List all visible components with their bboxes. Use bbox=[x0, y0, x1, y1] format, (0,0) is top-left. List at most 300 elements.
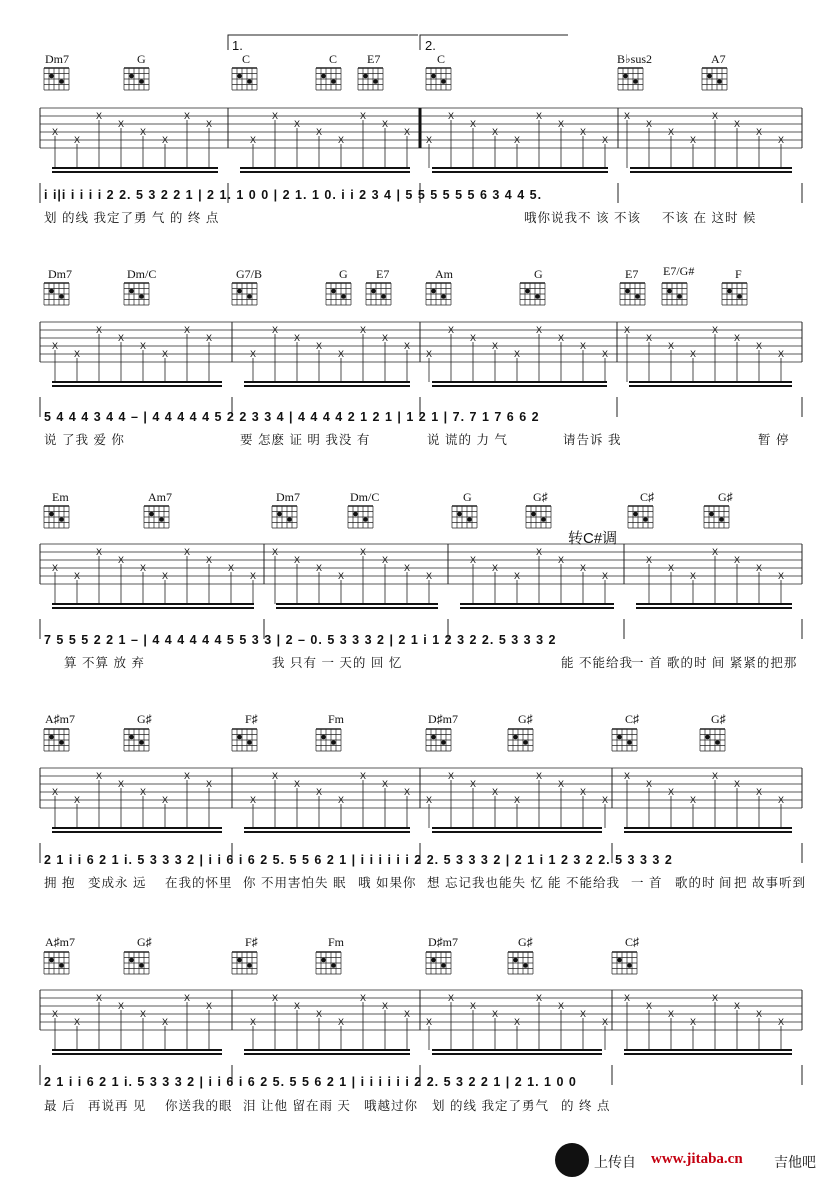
chord-diagram-dot bbox=[431, 735, 436, 740]
tab-note: X bbox=[404, 1009, 411, 1019]
chord-diagram-dot bbox=[633, 79, 638, 84]
tab-note: X bbox=[756, 127, 763, 137]
tab-note: X bbox=[52, 563, 59, 573]
tab-note: X bbox=[360, 771, 367, 781]
chord-name: G♯ bbox=[518, 935, 533, 949]
tab-note: X bbox=[756, 563, 763, 573]
tab-note: X bbox=[316, 563, 323, 573]
chord-name: E7 bbox=[625, 267, 639, 281]
chord-diagram-dot bbox=[513, 735, 518, 740]
tab-note: X bbox=[96, 771, 103, 781]
tab-note: X bbox=[184, 547, 191, 557]
tab-note: X bbox=[250, 795, 257, 805]
tab-note: X bbox=[426, 795, 433, 805]
jianpu-line: 5 4 4 4 3 4 4 – | 4 4 4 4 4 5 2 2 3 3 4 | 4 4 4 4 2 1 2 1 | 1 2 1 | 7. 7 1 7 6 6 2 bbox=[44, 410, 540, 424]
chord-diagram-dot bbox=[139, 79, 144, 84]
tab-note: X bbox=[206, 555, 213, 565]
tab-note: X bbox=[558, 119, 565, 129]
chord-name: D♯m7 bbox=[428, 935, 458, 949]
tab-note: X bbox=[536, 993, 543, 1003]
tab-note: X bbox=[360, 111, 367, 121]
tab-note: X bbox=[74, 571, 81, 581]
tab-note: X bbox=[52, 127, 59, 137]
chord-name: A♯m7 bbox=[45, 935, 75, 949]
chord-diagram-dot bbox=[247, 740, 252, 745]
tab-note: X bbox=[404, 563, 411, 573]
chord-diagram-dot bbox=[139, 963, 144, 968]
chord-diagram-dot bbox=[49, 289, 54, 294]
chord-diagram-dot bbox=[247, 294, 252, 299]
chord-diagram-dot bbox=[531, 512, 536, 517]
chord-name: F bbox=[735, 267, 742, 281]
tab-note: X bbox=[52, 787, 59, 797]
tab-note: X bbox=[96, 547, 103, 557]
chord-diagram-dot bbox=[341, 294, 346, 299]
chord-name: Dm7 bbox=[276, 490, 300, 504]
chord-diagram-dot bbox=[523, 740, 528, 745]
chord-diagram-dot bbox=[277, 512, 282, 517]
chord-diagram-dot bbox=[49, 958, 54, 963]
chord-diagram-dot bbox=[49, 74, 54, 79]
chord-name: C bbox=[437, 52, 446, 66]
chord-diagram-dot bbox=[321, 74, 326, 79]
chord-name: G bbox=[339, 267, 348, 281]
chord-diagram-dot bbox=[633, 512, 638, 517]
tab-note: X bbox=[426, 1017, 433, 1027]
tab-note: X bbox=[690, 135, 697, 145]
tab-note: X bbox=[690, 571, 697, 581]
chord-diagram-dot bbox=[677, 294, 682, 299]
tab-note: X bbox=[118, 779, 125, 789]
chord-diagram-dot bbox=[635, 294, 640, 299]
tab-note: X bbox=[272, 325, 279, 335]
tab-note: X bbox=[646, 119, 653, 129]
tab-note: X bbox=[734, 1001, 741, 1011]
tab-note: X bbox=[206, 1001, 213, 1011]
tab-note: X bbox=[536, 325, 543, 335]
lyric-line: 不该 在 这时 候 bbox=[662, 211, 757, 225]
chord-diagram-dot bbox=[237, 958, 242, 963]
lyric-line: 哦越过你 bbox=[364, 1099, 419, 1113]
chord-diagram-dot bbox=[431, 958, 436, 963]
lyric-line: 间 bbox=[719, 876, 733, 890]
jianpu-line: 7 5 5 5 2 2 1 – | 4 4 4 4 4 4 5 5 3 3 | 2 – 0. 5 3 3 3 2 | 2 1 i 1 2 3 2 2. 5 3 3 3 2 bbox=[44, 633, 557, 647]
tab-note: X bbox=[360, 993, 367, 1003]
tab-note: X bbox=[734, 555, 741, 565]
tab-note: X bbox=[580, 127, 587, 137]
tab-note: X bbox=[448, 771, 455, 781]
tab-note: X bbox=[580, 563, 587, 573]
chord-diagram-dot bbox=[129, 74, 134, 79]
chord-diagram-dot bbox=[441, 963, 446, 968]
guitar-logo-icon bbox=[555, 1143, 589, 1177]
chord-diagram-dot bbox=[627, 740, 632, 745]
tab-note: X bbox=[52, 1009, 59, 1019]
key-change-annotation: 转C#调 bbox=[568, 530, 618, 547]
tab-note: X bbox=[162, 1017, 169, 1027]
tab-note: X bbox=[294, 333, 301, 343]
tab-note: X bbox=[382, 333, 389, 343]
tab-note: X bbox=[228, 563, 235, 573]
tab-note: X bbox=[426, 135, 433, 145]
tab-note: X bbox=[558, 555, 565, 565]
volta-bracket bbox=[420, 35, 568, 50]
chord-diagram-dot bbox=[617, 735, 622, 740]
lyric-line: 泪 让他 留在雨 天 bbox=[243, 1099, 351, 1113]
tab-note: X bbox=[580, 787, 587, 797]
tab-note: X bbox=[250, 349, 257, 359]
tab-note: X bbox=[536, 111, 543, 121]
chord-name: Am bbox=[435, 267, 453, 281]
tab-note: X bbox=[558, 1001, 565, 1011]
chord-diagram-dot bbox=[667, 289, 672, 294]
chord-name: Em bbox=[52, 490, 69, 504]
tab-note: X bbox=[668, 563, 675, 573]
lyric-line: 一 首 bbox=[631, 876, 663, 890]
volta-2-label: 2. bbox=[425, 38, 436, 53]
chord-name: C♯ bbox=[625, 712, 640, 726]
tab-note: X bbox=[118, 119, 125, 129]
tab-note: X bbox=[470, 779, 477, 789]
tab-note: X bbox=[470, 119, 477, 129]
chord-diagram-dot bbox=[331, 963, 336, 968]
chord-name: G♯ bbox=[718, 490, 733, 504]
chord-diagram-dot bbox=[643, 517, 648, 522]
tab-note: X bbox=[558, 333, 565, 343]
tab-note: X bbox=[294, 1001, 301, 1011]
lyric-line: 说 了我 爱 你 bbox=[44, 433, 125, 447]
chord-name: A7 bbox=[711, 52, 726, 66]
chord-diagram-dot bbox=[373, 79, 378, 84]
tab-note: X bbox=[778, 135, 785, 145]
chord-diagram-dot bbox=[363, 74, 368, 79]
chord-diagram-dot bbox=[159, 517, 164, 522]
tab-note: X bbox=[360, 547, 367, 557]
lyric-line: 的 终 点 bbox=[561, 1099, 611, 1113]
tab-note: X bbox=[514, 135, 521, 145]
chord-diagram-dot bbox=[149, 512, 154, 517]
tab-note: X bbox=[404, 127, 411, 137]
lyric-line: 哦 如果你 bbox=[358, 876, 417, 890]
tab-note: X bbox=[118, 555, 125, 565]
footer-site-link[interactable]: www.jitaba.cn bbox=[651, 1151, 743, 1167]
tab-note: X bbox=[426, 571, 433, 581]
tab-note: X bbox=[514, 349, 521, 359]
tab-note: X bbox=[712, 547, 719, 557]
lyric-line: 要 怎麽 证 明 我没 有 bbox=[240, 433, 371, 447]
chord-name: C♯ bbox=[625, 935, 640, 949]
chord-diagram-dot bbox=[237, 289, 242, 294]
tab-note: X bbox=[712, 111, 719, 121]
lyric-line: 把 故事听到 bbox=[734, 876, 806, 890]
chord-diagram-dot bbox=[129, 958, 134, 963]
lyric-line: 算 不算 放 弃 bbox=[64, 656, 145, 670]
tab-note: X bbox=[580, 341, 587, 351]
chord-diagram-dot bbox=[59, 517, 64, 522]
chord-diagram-dot bbox=[59, 740, 64, 745]
lyric-line: 暂 停 bbox=[758, 433, 790, 447]
tab-note: X bbox=[316, 127, 323, 137]
tab-note: X bbox=[118, 1001, 125, 1011]
lyric-line: 在我的怀里 bbox=[165, 876, 233, 890]
tab-note: X bbox=[536, 547, 543, 557]
lyric-line: 哦你说我不 该 不该 bbox=[524, 211, 641, 225]
tab-note: X bbox=[316, 787, 323, 797]
lyric-line: 你送我的眼 bbox=[165, 1099, 233, 1113]
tab-note: X bbox=[96, 325, 103, 335]
tab-note: X bbox=[690, 1017, 697, 1027]
chord-diagram-dot bbox=[49, 512, 54, 517]
tab-note: X bbox=[338, 135, 345, 145]
tab-note: X bbox=[602, 135, 609, 145]
tab-note: X bbox=[294, 119, 301, 129]
tab-note: X bbox=[624, 325, 631, 335]
tab-note: X bbox=[316, 341, 323, 351]
tab-note: X bbox=[250, 1017, 257, 1027]
chord-name: G7/B bbox=[236, 267, 263, 281]
tab-note: X bbox=[558, 779, 565, 789]
tab-note: X bbox=[470, 555, 477, 565]
tab-note: X bbox=[514, 571, 521, 581]
lyric-line: 划 的线 我定了勇 气 的 终 点 bbox=[44, 211, 220, 225]
tab-note: X bbox=[52, 341, 59, 351]
chord-diagram-dot bbox=[523, 963, 528, 968]
chord-name: E7 bbox=[376, 267, 390, 281]
tab-note: X bbox=[448, 993, 455, 1003]
lyric-line: 说 谎的 力 气 bbox=[427, 433, 508, 447]
chord-diagram-dot bbox=[623, 74, 628, 79]
chord-diagram-dot bbox=[331, 289, 336, 294]
tab-note: X bbox=[668, 127, 675, 137]
chord-name: G bbox=[463, 490, 472, 504]
chord-diagram-dot bbox=[441, 740, 446, 745]
chord-name: C bbox=[242, 52, 251, 66]
tab-note: X bbox=[382, 119, 389, 129]
tab-note: X bbox=[96, 993, 103, 1003]
chord-name: G♯ bbox=[533, 490, 548, 504]
tab-note: X bbox=[338, 1017, 345, 1027]
chord-name: G bbox=[137, 52, 146, 66]
tab-note: X bbox=[338, 795, 345, 805]
tab-note: X bbox=[624, 771, 631, 781]
chord-diagram-dot bbox=[139, 740, 144, 745]
chord-diagram-dot bbox=[321, 958, 326, 963]
chord-diagram-dot bbox=[139, 294, 144, 299]
chord-diagram-dot bbox=[331, 79, 336, 84]
tab-note: X bbox=[272, 993, 279, 1003]
lyric-line: 歌的时 bbox=[675, 876, 716, 890]
tab-note: X bbox=[404, 787, 411, 797]
tab-note: X bbox=[184, 993, 191, 1003]
tab-note: X bbox=[184, 111, 191, 121]
lyric-line: 再说再 见 bbox=[88, 1099, 147, 1113]
tab-note: X bbox=[492, 1009, 499, 1019]
chord-diagram-dot bbox=[707, 74, 712, 79]
chord-diagram-dot bbox=[353, 512, 358, 517]
chord-diagram-dot bbox=[371, 289, 376, 294]
chord-name: B♭sus2 bbox=[617, 52, 653, 66]
tab-note: X bbox=[360, 325, 367, 335]
chord-diagram-dot bbox=[431, 289, 436, 294]
chord-diagram-dot bbox=[705, 735, 710, 740]
tab-note: X bbox=[514, 795, 521, 805]
tab-note: X bbox=[140, 127, 147, 137]
tab-note: X bbox=[140, 341, 147, 351]
lyric-line: 请告诉 我 bbox=[563, 433, 622, 447]
tab-note: X bbox=[668, 787, 675, 797]
tab-note: X bbox=[778, 795, 785, 805]
chord-diagram-dot bbox=[321, 735, 326, 740]
lyric-line: 最 后 bbox=[44, 1099, 76, 1113]
tab-note: X bbox=[74, 795, 81, 805]
tab-note: X bbox=[250, 135, 257, 145]
jianpu-line: i i|i i i i i 2 2. 5 3 2 2 1 | 2 1. 1 0 0 | 2 1. 1 0. i i 2 3 4 | 5 5 5 5 5 5 6 3 4 4 5. bbox=[44, 188, 543, 202]
tab-note: X bbox=[338, 349, 345, 359]
tab-note: X bbox=[756, 1009, 763, 1019]
tab-note: X bbox=[162, 349, 169, 359]
tab-note: X bbox=[74, 135, 81, 145]
chord-diagram-dot bbox=[617, 958, 622, 963]
chord-diagram-dot bbox=[627, 963, 632, 968]
chord-diagram-dot bbox=[59, 963, 64, 968]
chord-diagram-dot bbox=[431, 74, 436, 79]
chord-name: C♯ bbox=[640, 490, 655, 504]
tab-note: X bbox=[162, 795, 169, 805]
tab-note: X bbox=[492, 787, 499, 797]
tab-note: X bbox=[624, 993, 631, 1003]
tab-note: X bbox=[272, 547, 279, 557]
chord-diagram-dot bbox=[467, 517, 472, 522]
tab-note: X bbox=[448, 325, 455, 335]
tab-note: X bbox=[646, 1001, 653, 1011]
tab-note: X bbox=[272, 771, 279, 781]
chord-diagram-dot bbox=[287, 517, 292, 522]
chord-name: F♯ bbox=[245, 935, 258, 949]
tab-note: X bbox=[184, 325, 191, 335]
chord-name: Fm bbox=[328, 935, 345, 949]
tab-note: X bbox=[602, 795, 609, 805]
volta-bracket bbox=[228, 35, 418, 50]
chord-diagram-dot bbox=[129, 289, 134, 294]
chord-diagram-dot bbox=[237, 74, 242, 79]
chord-name: D♯m7 bbox=[428, 712, 458, 726]
chord-diagram-dot bbox=[717, 79, 722, 84]
lyric-line: 划 的线 我定了勇气 bbox=[432, 1099, 549, 1113]
tab-note: X bbox=[382, 555, 389, 565]
tab-note: X bbox=[250, 571, 257, 581]
tab-note: X bbox=[184, 771, 191, 781]
tab-note: X bbox=[492, 127, 499, 137]
tab-note: X bbox=[404, 341, 411, 351]
tab-note: X bbox=[536, 771, 543, 781]
tab-note: X bbox=[602, 571, 609, 581]
chord-diagram-dot bbox=[441, 79, 446, 84]
chord-name: G♯ bbox=[518, 712, 533, 726]
chord-name: G♯ bbox=[137, 712, 152, 726]
chord-name: Dm/C bbox=[127, 267, 157, 281]
tab-note: X bbox=[668, 1009, 675, 1019]
tab-note: X bbox=[74, 349, 81, 359]
lyric-line: 能 不能给我 bbox=[548, 876, 620, 890]
jianpu-line: 2 1 i i 6 2 1 i. 5 3 3 3 2 | i i 6 i 6 2 5. 5 5 6 2 1 | i i i i i i 2 2. 5 3 2 2 1 | 2 1. 1 0 0 bbox=[44, 1075, 577, 1089]
tab-note: X bbox=[712, 993, 719, 1003]
footer-uploader: 上传自 bbox=[594, 1154, 636, 1170]
tab-note: X bbox=[712, 771, 719, 781]
tab-note: X bbox=[140, 563, 147, 573]
tab-note: X bbox=[294, 555, 301, 565]
chord-diagram-dot bbox=[441, 294, 446, 299]
tab-note: X bbox=[492, 341, 499, 351]
chord-diagram-dot bbox=[457, 512, 462, 517]
tab-note: X bbox=[778, 1017, 785, 1027]
tab-note: X bbox=[338, 571, 345, 581]
lyric-line: 想 忘记我也能失 忆 bbox=[427, 876, 544, 890]
chord-diagram-dot bbox=[49, 735, 54, 740]
tab-note: X bbox=[734, 119, 741, 129]
chord-diagram-dot bbox=[363, 517, 368, 522]
chord-name: Dm7 bbox=[48, 267, 72, 281]
tab-note: X bbox=[602, 1017, 609, 1027]
lyric-line: 我 只有 一 天的 回 忆 bbox=[272, 656, 403, 670]
chord-name: Dm7 bbox=[45, 52, 69, 66]
chord-name: C bbox=[329, 52, 338, 66]
chord-diagram-dot bbox=[541, 517, 546, 522]
tab-note: X bbox=[756, 341, 763, 351]
tab-note: X bbox=[382, 1001, 389, 1011]
tab-note: X bbox=[734, 779, 741, 789]
footer-brand: 吉他吧 bbox=[774, 1154, 816, 1170]
volta-1-label: 1. bbox=[232, 38, 243, 53]
chord-name: F♯ bbox=[245, 712, 258, 726]
tab-note: X bbox=[734, 333, 741, 343]
chord-diagram-dot bbox=[513, 958, 518, 963]
tab-note: X bbox=[712, 325, 719, 335]
chord-diagram-dot bbox=[715, 740, 720, 745]
lyric-line: 你 不用害怕失 眠 bbox=[243, 876, 347, 890]
chord-name: G bbox=[534, 267, 543, 281]
tab-note: X bbox=[294, 779, 301, 789]
chord-diagram-dot bbox=[237, 735, 242, 740]
tab-note: X bbox=[382, 779, 389, 789]
tab-note: X bbox=[426, 349, 433, 359]
tab-note: X bbox=[162, 135, 169, 145]
lyric-line: 拥 抱 bbox=[44, 876, 76, 890]
tab-note: X bbox=[690, 349, 697, 359]
lyric-line: 变成永 远 bbox=[88, 876, 147, 890]
tab-note: X bbox=[778, 349, 785, 359]
tab-note: X bbox=[272, 111, 279, 121]
chord-diagram-dot bbox=[625, 289, 630, 294]
chord-diagram-dot bbox=[59, 79, 64, 84]
lyric-line: 能 不能给我 bbox=[561, 656, 633, 670]
tab-note: X bbox=[580, 1009, 587, 1019]
chord-name: G♯ bbox=[137, 935, 152, 949]
tab-note: X bbox=[668, 341, 675, 351]
tab-note: X bbox=[96, 111, 103, 121]
tab-note: X bbox=[162, 571, 169, 581]
tab-note: X bbox=[690, 795, 697, 805]
tab-note: X bbox=[470, 333, 477, 343]
tab-note: X bbox=[492, 563, 499, 573]
tab-note: X bbox=[74, 1017, 81, 1027]
tab-note: X bbox=[514, 1017, 521, 1027]
lyric-line: 一 首 歌的时 间 紧紧的把那 bbox=[631, 656, 798, 670]
chord-diagram-dot bbox=[535, 294, 540, 299]
chord-name: E7 bbox=[367, 52, 381, 66]
chord-name: Am7 bbox=[148, 490, 172, 504]
chord-diagram-dot bbox=[737, 294, 742, 299]
chord-name: Dm/C bbox=[350, 490, 380, 504]
